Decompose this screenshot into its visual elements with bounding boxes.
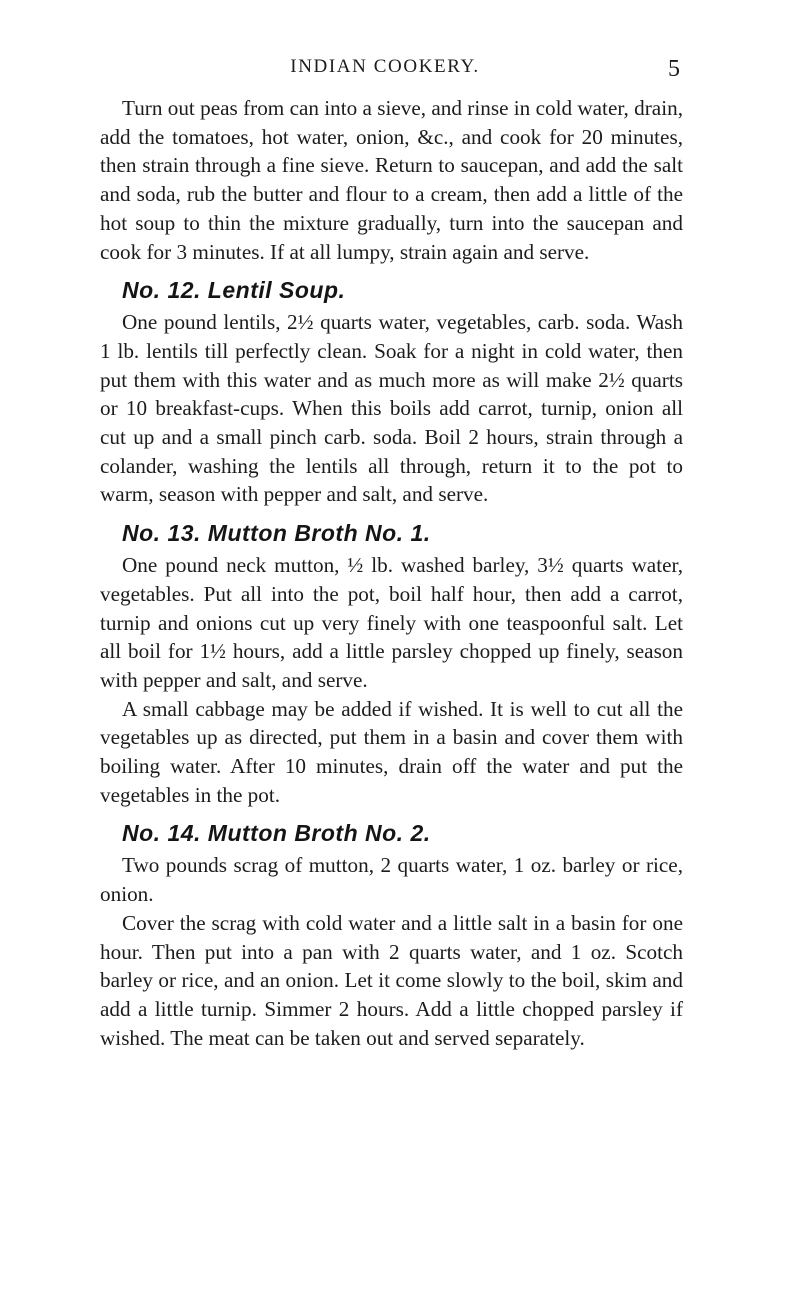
body-text: [100, 94, 683, 1052]
intro-paragraph: Turn out peas from can into a sieve, and rinse in cold water, drain, add the tomatoes, hot water, onion, &c., and cook for 20 minutes, then strain through a fine sieve. Return to saucepan, and add the salt and soda, rub the butter and flour to a cream, then add a little of the hot soup to thin the mixture gradually, turn into the saucepan and cook for 3 minutes. If at all lumpy, strain again and serve.: [100, 96, 683, 264]
recipe-paragraph: One pound neck mutton, ½ lb. washed barley, 3½ quarts water, vegetables. Put all into the pot, boil half hour, then add a carrot, turnip and onions cut up very finely with one teaspoonful salt. Let all boil for 1½ hours, add a little parsley chopped up finely, season with pepper and salt, and serve.: [100, 553, 683, 692]
page-number: 5: [668, 56, 680, 82]
recipe-heading-mutton-broth-2: No. 14. Mutton Broth No. 2.: [122, 820, 431, 847]
recipe-paragraph: One pound lentils, 2½ quarts water, vegetables, carb. soda. Wash 1 lb. lentils till perfectly clean. Soak for a night in cold water, then put them with this water and as much more as will make 2½ quarts or 10 breakfast-cups. When this boils add carrot, turnip, onion all cut up and a small pinch carb. soda. Boil 2 hours, strain through a colander, washing the lentils all through, return it to the pot to warm, season with pepper and salt, and serve.: [100, 310, 683, 507]
recipe-heading-mutton-broth-1: No. 13. Mutton Broth No. 1.: [122, 520, 431, 547]
running-head: [100, 56, 680, 82]
recipe-paragraph: A small cabbage may be added if wished. It is well to cut all the vegetables up as directed, put them in a basin and cover them with boiling water. After 10 minutes, drain off the water and put the vegetables in the pot.: [100, 696, 683, 807]
running-title: INDIAN COOKERY.: [290, 56, 480, 77]
recipe-paragraph: Two pounds scrag of mutton, 2 quarts water, 1 oz. barley or rice, onion.: [100, 853, 683, 907]
recipe-paragraph: Cover the scrag with cold water and a little salt in a basin for one hour. Then put into a pan with 2 quarts water, and 1 oz. Scotch barley or rice, and an onion. Let it come slowly to the boil, skim and add a little turnip. Simmer 2 hours. Add a little chopped parsley if wished. The meat can be taken out and served separately.: [100, 910, 683, 1050]
recipe-heading-lentil-soup: No. 12. Lentil Soup.: [122, 277, 346, 304]
